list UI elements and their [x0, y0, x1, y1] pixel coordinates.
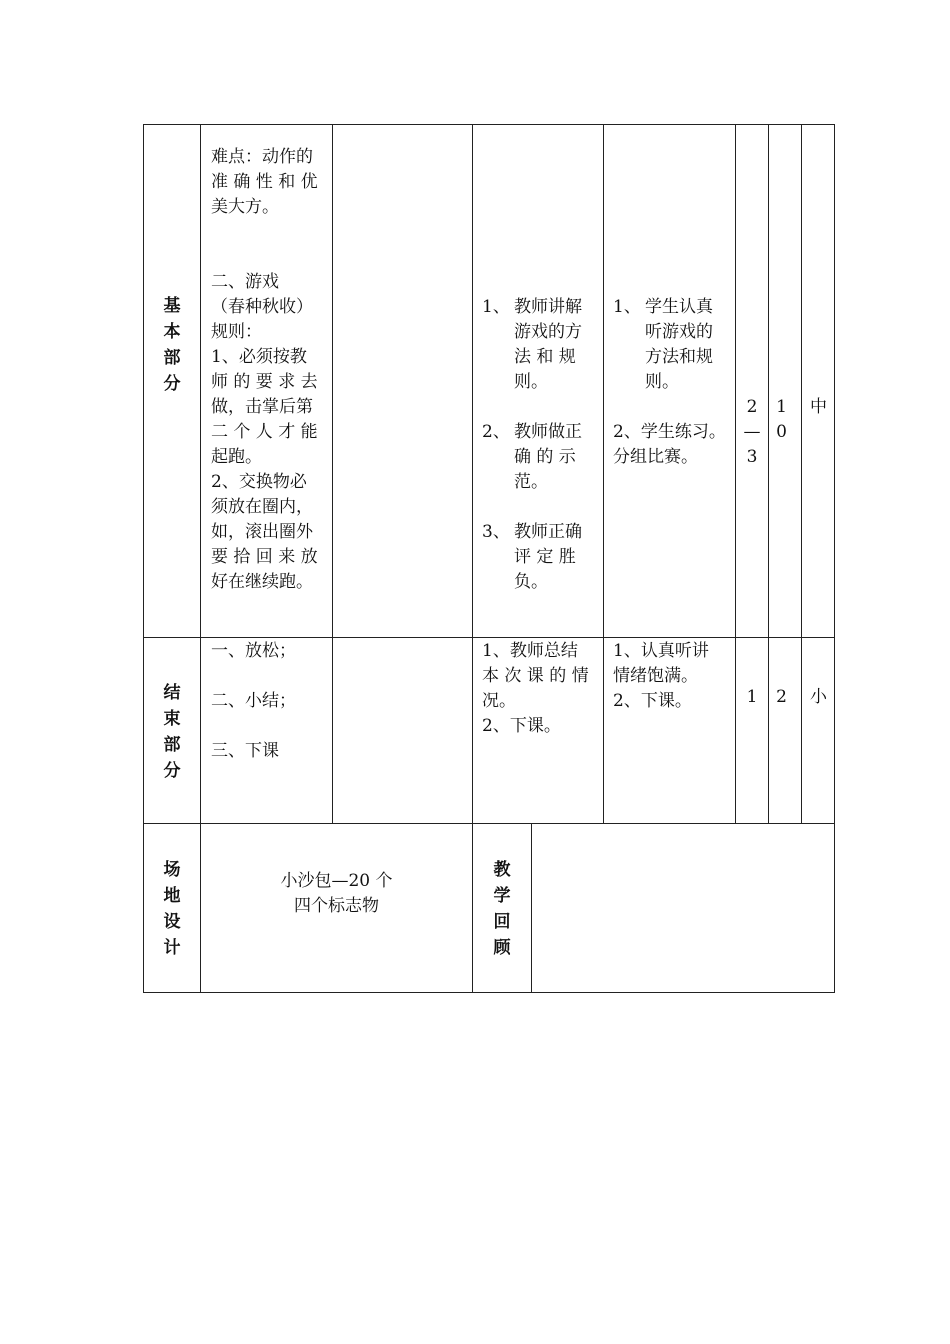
border-row2 — [143, 823, 835, 824]
venue-items: 小沙包—20 个 四个标志物 — [280, 871, 393, 916]
basic-intensity: 中 — [810, 397, 827, 417]
border-bottom — [143, 992, 835, 993]
review-label: 教 学 回 顾 — [493, 860, 511, 958]
basic-teacher-activities — [482, 295, 600, 595]
border-col3b — [531, 823, 532, 993]
border-col6 — [768, 124, 769, 824]
border-col7 — [801, 124, 802, 824]
border-col1 — [200, 124, 201, 993]
ending-content: 一、放松； 二、小结； 三、下课 — [211, 641, 296, 761]
ending-student-activities: 1、认真听讲 情绪饱满。 2、下课。 — [613, 641, 709, 711]
border-row1 — [143, 637, 835, 638]
ending-section-label: 结 束 部 分 — [163, 683, 181, 781]
teacher-item-3: 3、 教师正确 评 定 胜 负。 — [482, 522, 582, 592]
border-col2 — [332, 124, 333, 824]
teacher-item-2: 2、 教师做正 确 的 示 范。 — [482, 422, 582, 492]
teacher-item-1: 1、 教师讲解 游戏的方 法 和 规 则。 — [482, 297, 582, 392]
venue-label: 场 地 设 计 — [163, 860, 181, 958]
basic-minutes: 1 0 — [776, 397, 787, 442]
border-col4 — [603, 124, 604, 824]
border-right — [834, 124, 835, 993]
basic-student-activities: 1、 学生认真 听游戏的 方法和规 则。 2、学生练习。 分组比赛。 — [613, 295, 733, 470]
basic-content: 难点：动作的 准 确 性 和 优 美大方。 二、游戏 （春种秋收） 规则： 1、必须按教 师 的 要 求 去 做，击掌后第 二 个 人 才 能 起跑。 2、交换物必 须放在圈内， 如，滚出圈外 要 拾 回 来 放 好在继续跑。 — [211, 147, 318, 592]
ending-times: 1 — [746, 687, 758, 707]
ending-minutes: 2 — [776, 687, 787, 707]
basic-times: 2 — 3 — [743, 397, 761, 467]
ending-intensity: 小 — [810, 687, 827, 707]
border-top — [143, 124, 835, 125]
student-item-2: 2、学生练习。 — [613, 422, 726, 442]
ending-teacher-activities: 1、教师总结 本 次 课 的 情 况。 2、下课。 — [482, 641, 589, 736]
student-item-1: 1、 学生认真 听游戏的 方法和规 则。 — [613, 297, 713, 392]
basic-section-label: 基 本 部 分 — [163, 296, 181, 394]
border-col5 — [735, 124, 736, 824]
